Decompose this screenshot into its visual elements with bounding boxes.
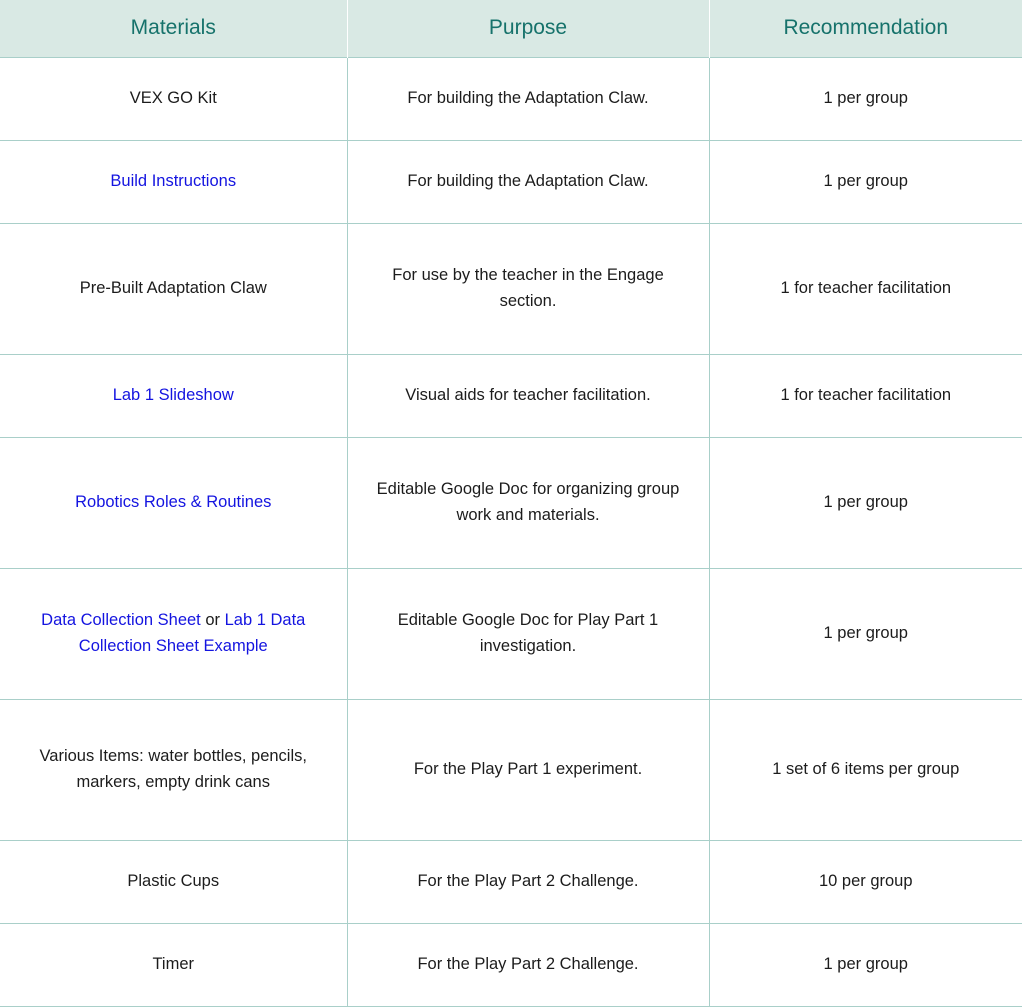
table-row bbox=[0, 700, 1022, 841]
link-build-instructions[interactable]: Build Instructions bbox=[110, 172, 237, 191]
cell-purpose: For the Play Part 2 Challenge. bbox=[347, 841, 709, 924]
cell-materials bbox=[0, 438, 347, 569]
cell-materials: Timer bbox=[0, 924, 347, 1007]
cell-materials: Pre-Built Adaptation Claw bbox=[0, 224, 347, 355]
cell-recommendation: 1 per group bbox=[709, 569, 1022, 700]
link-lab-1-data-collection-sheet-example[interactable]: Lab 1 Data Collection Sheet Example bbox=[78, 611, 306, 655]
cell-purpose: For building the Adaptation Claw. bbox=[347, 58, 709, 141]
cell-purpose: Visual aids for teacher facilitation. bbox=[347, 355, 709, 438]
table-body bbox=[0, 58, 1022, 1007]
materials-separator: or bbox=[200, 611, 225, 630]
link-data-collection-sheet[interactable]: Data Collection Sheet bbox=[41, 611, 201, 630]
table-row bbox=[0, 438, 1022, 569]
cell-recommendation: 1 for teacher facilitation bbox=[709, 355, 1022, 438]
table-header bbox=[0, 0, 1022, 58]
cell-purpose: For the Play Part 1 experiment. bbox=[347, 700, 709, 841]
link-robotics-roles-routines[interactable]: Robotics Roles & Routines bbox=[75, 493, 272, 512]
table-row bbox=[0, 355, 1022, 438]
cell-purpose: Editable Google Doc for Play Part 1 investigation. bbox=[347, 569, 709, 700]
cell-purpose: For use by the teacher in the Engage section. bbox=[347, 224, 709, 355]
cell-recommendation: 1 for teacher facilitation bbox=[709, 224, 1022, 355]
cell-materials: Plastic Cups bbox=[0, 841, 347, 924]
table-row bbox=[0, 569, 1022, 700]
cell-recommendation: 1 per group bbox=[709, 924, 1022, 1007]
link-lab-1-slideshow[interactable]: Lab 1 Slideshow bbox=[112, 386, 234, 405]
cell-recommendation: 1 per group bbox=[709, 438, 1022, 569]
column-header-recommendation: Recommendation bbox=[709, 0, 1022, 58]
cell-recommendation: 10 per group bbox=[709, 841, 1022, 924]
cell-recommendation: 1 per group bbox=[709, 58, 1022, 141]
cell-materials bbox=[0, 355, 347, 438]
table-row bbox=[0, 224, 1022, 355]
table-row bbox=[0, 841, 1022, 924]
cell-recommendation: 1 per group bbox=[709, 141, 1022, 224]
cell-materials bbox=[0, 141, 347, 224]
cell-materials bbox=[0, 569, 347, 700]
cell-materials: VEX GO Kit bbox=[0, 58, 347, 141]
cell-materials: Various Items: water bottles, pencils, markers, empty drink cans bbox=[0, 700, 347, 841]
table-row bbox=[0, 924, 1022, 1007]
cell-purpose: For building the Adaptation Claw. bbox=[347, 141, 709, 224]
cell-purpose: For the Play Part 2 Challenge. bbox=[347, 924, 709, 1007]
column-header-purpose: Purpose bbox=[347, 0, 709, 58]
column-header-materials: Materials bbox=[0, 0, 347, 58]
table-header-row bbox=[0, 0, 1022, 58]
table-row bbox=[0, 58, 1022, 141]
cell-recommendation: 1 set of 6 items per group bbox=[709, 700, 1022, 841]
cell-purpose: Editable Google Doc for organizing group work and materials. bbox=[347, 438, 709, 569]
table-row bbox=[0, 141, 1022, 224]
